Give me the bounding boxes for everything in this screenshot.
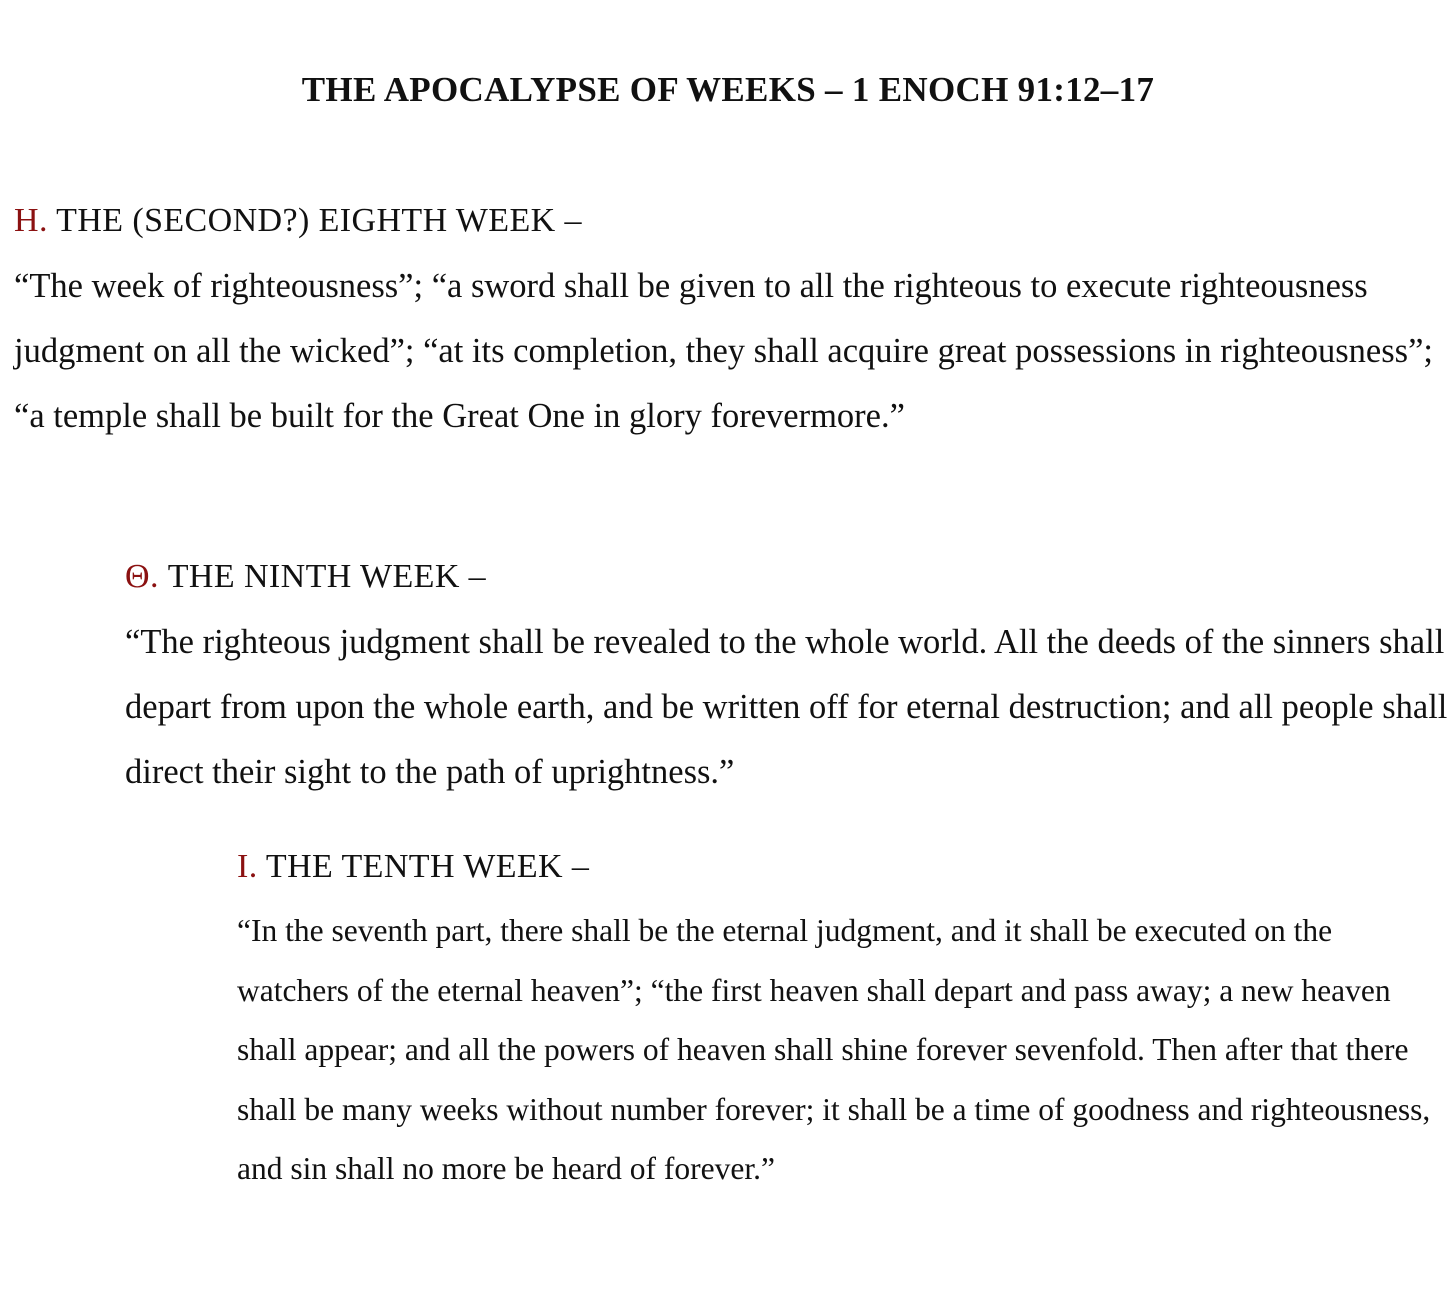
section-body: “The righteous judgment shall be revealed to the whole world. All the deeds of the sinners shall depart from upon the whole earth, and be written off for eternal destruction; and all people shall direct their sight to the path of uprightness.” bbox=[125, 623, 1448, 791]
page-title: THE APOCALYPSE OF WEEKS – 1 ENOCH 91:12–17 bbox=[301, 70, 1155, 109]
section-tenth-week bbox=[237, 842, 1451, 1199]
section-marker: Θ. bbox=[125, 558, 159, 595]
section-heading-text: THE NINTH WEEK – bbox=[167, 558, 487, 595]
section-ninth-week bbox=[125, 552, 1451, 805]
section-heading bbox=[14, 196, 1434, 246]
section-marker: I. bbox=[237, 848, 258, 885]
section-heading-text: THE TENTH WEEK – bbox=[265, 848, 590, 885]
section-marker: H. bbox=[14, 202, 48, 239]
section-heading bbox=[237, 842, 1451, 892]
section-eighth-week bbox=[14, 196, 1434, 449]
section-heading-text: THE (SECOND?) EIGHTH WEEK – bbox=[56, 202, 582, 239]
section-body: “In the seventh part, there shall be the eternal judgment, and it shall be executed on the watchers of the eternal heaven”; “the first heaven shall depart and pass away; a new heaven shall appear; and all the powers of heaven shall shine forever sevenfold. Then after that there shall be many weeks without number forever; it shall be a time of goodness and righteousness, and sin shall no more be heard of forever.” bbox=[237, 913, 1431, 1186]
section-heading bbox=[125, 552, 1451, 602]
section-body: “The week of righteousness”; “a sword shall be given to all the righteous to execute righteousness judgment on all the wicked”; “at its completion, they shall acquire great possessions in righteousness”; “a temple shall be built for the Great One in glory forevermore.” bbox=[14, 267, 1433, 435]
